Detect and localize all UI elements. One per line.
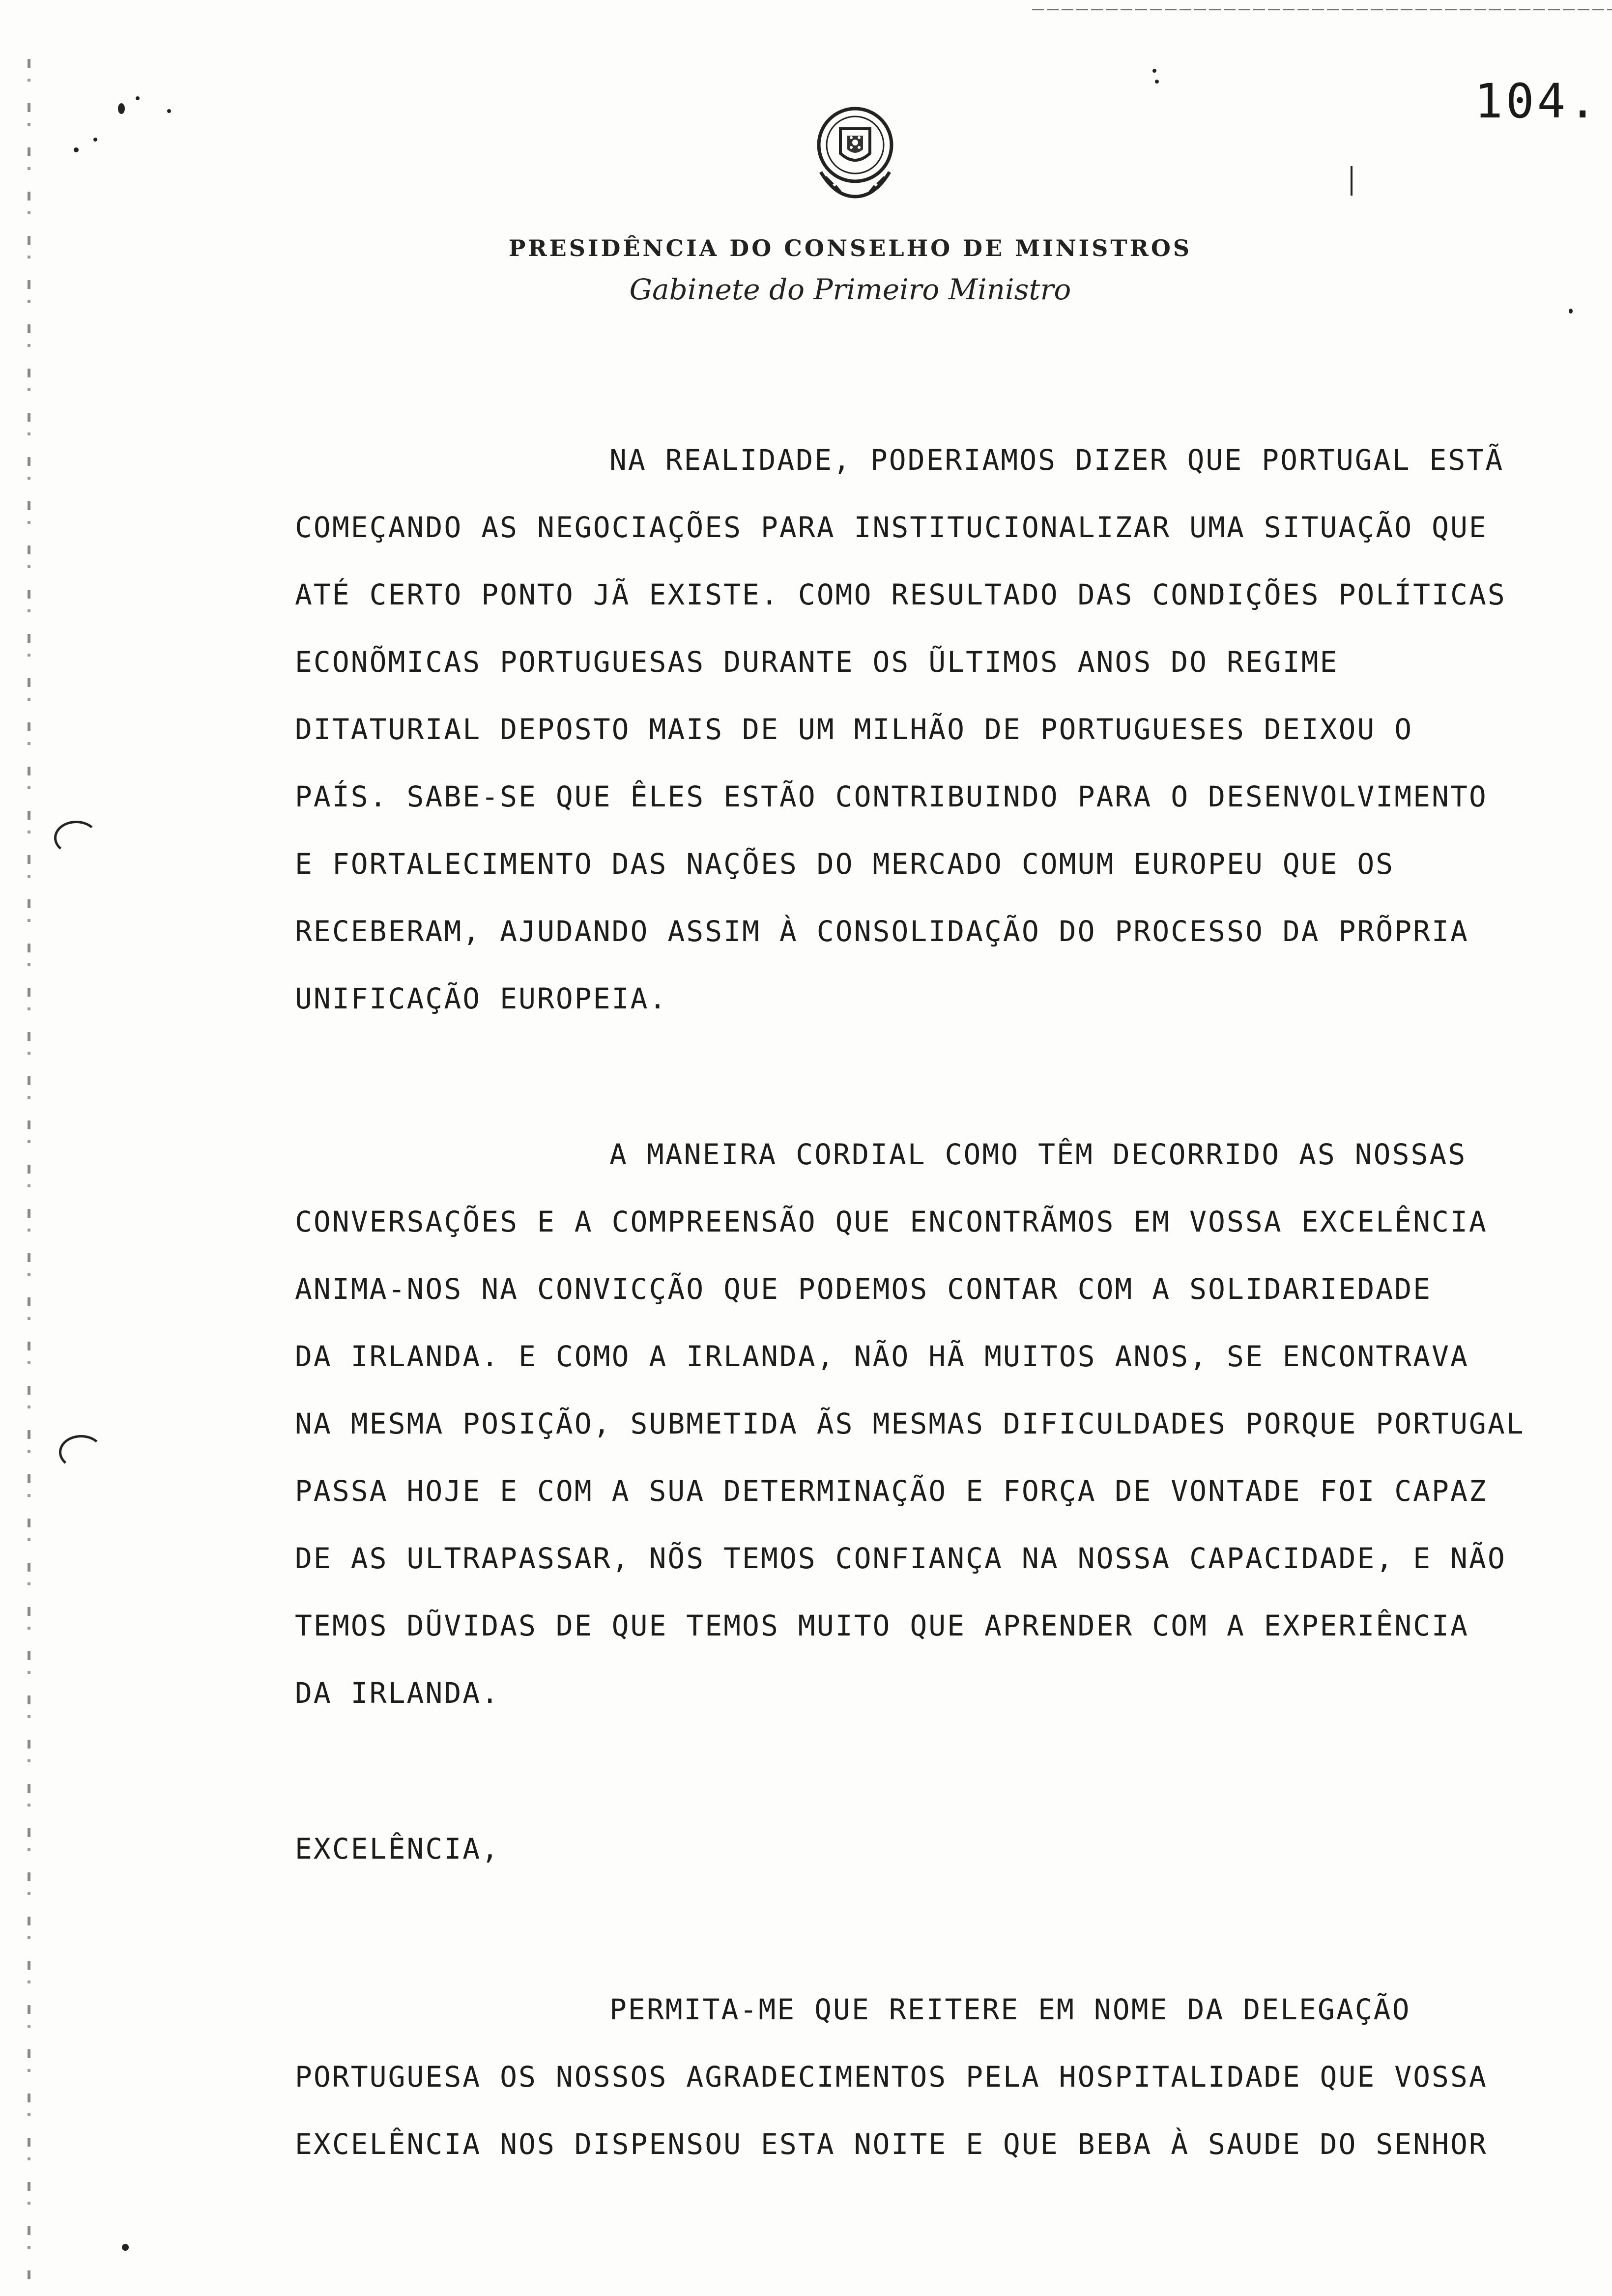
text-line: DE AS ULTRAPASSAR, NÕS TEMOS CONFIANÇA NA NOSSA CAPACIDADE, E NÃO [295,1542,1506,1575]
scan-speck [167,109,171,113]
institution-heading: PRESIDÊNCIA DO CONSELHO DE MINISTROS [508,235,1192,261]
scan-margin-mark [59,1435,103,1469]
salutation: EXCELÊNCIA, [295,1832,500,1866]
text-line: TEMOS DŨVIDAS DE QUE TEMOS MUITO QUE APRENDER COM A EXPERIÊNCIA [295,1609,1469,1642]
scan-speck [122,2244,129,2251]
text-line: NA MESMA POSIÇÃO, SUBMETIDA ÃS MESMAS DIFICULDADES PORQUE PORTUGAL [295,1407,1525,1440]
scan-speck [1351,166,1353,196]
scan-speck [93,138,97,142]
scan-speck [136,96,140,100]
text-line: PASSA HOJE E COM A SUA DETERMINAÇÃO E FORÇA DE VONTADE FOI CAPAZ [295,1474,1488,1508]
text-line: EXCELÊNCIA NOS DISPENSOU ESTA NOITE E QUE BEBA À SAUDE DO SENHOR [295,2127,1488,2161]
text-line: ATÉ CERTO PONTO JÃ EXISTE. COMO RESULTADO DAS CONDIÇÕES POLÍTICAS [295,578,1506,611]
office-subtitle: Gabinete do Primeiro Ministro [629,273,1071,306]
paragraph-2 [295,1121,1592,1727]
scan-speck [1155,80,1159,84]
scan-speck [118,103,125,114]
scan-speck [74,147,79,152]
text-line: UNIFICAÇÃO EUROPEIA. [295,982,668,1015]
text-line: COMEÇANDO AS NEGOCIAÇÕES PARA INSTITUCIONALIZAR UMA SITUAÇÃO QUE [295,511,1488,544]
text-line: NA REALIDADE, PODERIAMOS DIZER QUE PORTUGAL ESTÃ [609,443,1504,477]
text-line: ECONÕMICAS PORTUGUESAS DURANTE OS ŨLTIMOS ANOS DO REGIME [295,645,1339,679]
text-line: PAÍS. SABE-SE QUE ÊLES ESTÃO CONTRIBUINDO PARA O DESENVOLVIMENTO [295,780,1488,813]
scan-speck [1152,69,1156,73]
text-line: DITATURIAL DEPOSTO MAIS DE UM MILHÃO DE PORTUGUESES DEIXOU O [295,713,1413,746]
text-line: RECEBERAM, AJUDANDO ASSIM À CONSOLIDAÇÃO DO PROCESSO DA PRÕPRIA [295,915,1469,948]
text-line: DA IRLANDA. [295,1676,500,1710]
closing-paragraph [295,1976,1592,2178]
text-line: DA IRLANDA. E COMO A IRLANDA, NÃO HÃ MUITOS ANOS, SE ENCONTRAVA [295,1340,1469,1373]
text-line: PORTUGUESA OS NOSSOS AGRADECIMENTOS PELA HOSPITALIDADE QUE VOSSA [295,2060,1488,2094]
text-line: PERMITA-ME QUE REITERE EM NOME DA DELEGAÇÃO [609,1993,1411,2026]
scan-top-rule [1032,9,1612,10]
coat-of-arms-seal [806,98,904,206]
scan-binding-edge [28,59,30,2280]
text-line: A MANEIRA CORDIAL COMO TÊM DECORRIDO AS NOSSAS [609,1138,1467,1171]
text-line: CONVERSAÇÕES E A COMPREENSÃO QUE ENCONTRÃMOS EM VOSSA EXCELÊNCIA [295,1205,1488,1238]
page-number: 104. [1474,74,1600,129]
letter-body [295,427,1592,2267]
text-line: E FORTALECIMENTO DAS NAÇÕES DO MERCADO COMUM EUROPEU QUE OS [295,847,1395,881]
paragraph-1 [295,427,1592,1033]
scan-speck [1569,309,1573,314]
text-line: ANIMA-NOS NA CONVICÇÃO QUE PODEMOS CONTAR COM A SOLIDARIEDADE [295,1272,1432,1306]
scan-margin-mark [54,821,98,855]
